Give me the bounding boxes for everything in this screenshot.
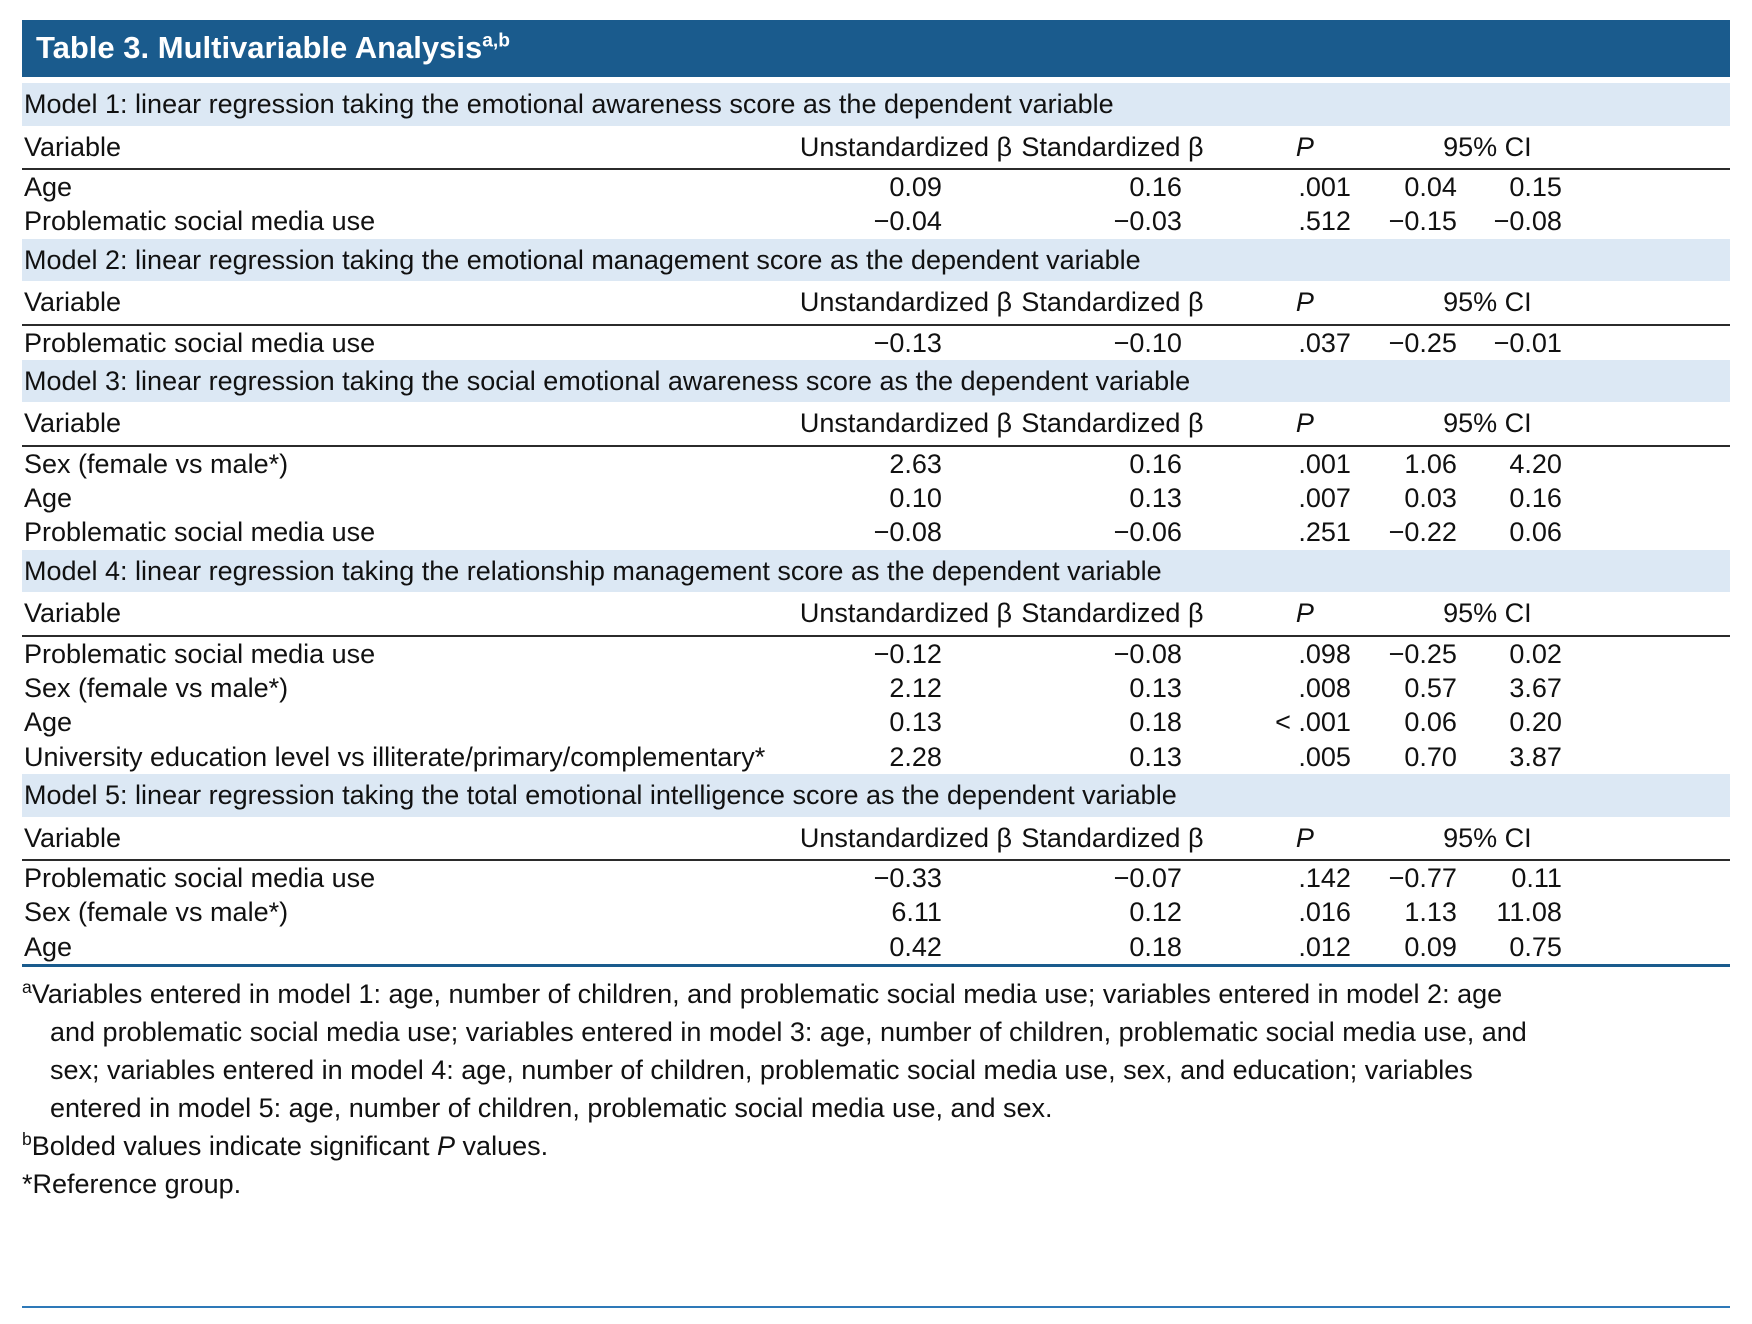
cell-spacer — [1590, 671, 1730, 705]
cell-standardized-beta: −0.10 — [1113, 327, 1182, 358]
footnote-text: P — [437, 1131, 456, 1162]
column-header-row — [22, 817, 1730, 860]
table-body — [22, 83, 1730, 965]
cell-unstandardized-beta: 0.42 — [889, 931, 942, 962]
cell-ci-high: 0.02 — [1509, 638, 1562, 669]
table-title: Table 3. Multivariable Analysis — [36, 30, 483, 65]
model-heading: Model 3: linear regression taking the social emotional awareness score as the dependent variable — [22, 360, 1730, 402]
cell-variable: Problematic social media use — [24, 327, 376, 358]
cell-unstandardized-beta: −0.08 — [873, 517, 942, 548]
column-header-p-value: P — [1225, 126, 1385, 169]
model-heading-row — [22, 83, 1730, 125]
footnote — [22, 1166, 1527, 1204]
cell-variable: Problematic social media use — [24, 638, 376, 669]
cell-unstandardized-beta: 2.63 — [889, 448, 942, 479]
cell-standardized-beta: 0.13 — [1129, 673, 1182, 704]
column-header-standardized-beta: Standardized β — [1000, 126, 1225, 169]
cell-unstandardized-beta: 2.12 — [889, 673, 942, 704]
cell-spacer — [1590, 636, 1730, 671]
table-row — [22, 169, 1730, 204]
cell-unstandardized-beta: 0.13 — [889, 707, 942, 738]
cell-spacer — [1590, 740, 1730, 774]
table-row — [22, 515, 1730, 549]
column-header-variable: Variable — [22, 592, 800, 635]
cell-variable: Problematic social media use — [24, 517, 376, 548]
model-heading-row — [22, 774, 1730, 816]
cell-ci-high: 0.15 — [1509, 171, 1562, 202]
cell-variable: Age — [24, 931, 73, 962]
footnote-marker: b — [22, 1129, 32, 1150]
column-header-standardized-beta: Standardized β — [1000, 817, 1225, 860]
cell-variable: Sex (female vs male*) — [24, 897, 289, 928]
cell-ci-high: 0.11 — [1511, 863, 1562, 893]
table-row — [22, 740, 1730, 774]
footnote — [22, 1127, 1527, 1166]
cell-ci-low: −0.25 — [1388, 327, 1457, 358]
cell-spacer — [1590, 705, 1730, 739]
cell-p-value: .012 — [1298, 931, 1351, 962]
cell-variable: Age — [24, 483, 73, 514]
cell-unstandardized-beta: 2.28 — [889, 741, 942, 772]
table-row — [22, 325, 1730, 360]
cell-spacer — [1590, 446, 1730, 481]
footnote-text: Bolded values indicate significant — [31, 1131, 438, 1162]
cell-variable: Age — [24, 171, 73, 202]
cell-spacer — [1590, 481, 1730, 515]
cell-p-value: < .001 — [1275, 707, 1351, 738]
cell-ci-high: 3.87 — [1509, 741, 1562, 772]
footnote-marker: * — [22, 1169, 33, 1200]
model-heading: Model 4: linear regression taking the relationship management score as the dependent variable — [22, 550, 1730, 592]
column-header-spacer — [1590, 592, 1730, 635]
cell-unstandardized-beta: −0.04 — [873, 206, 942, 237]
column-header-standardized-beta: Standardized β — [1000, 402, 1225, 445]
cell-ci-low: 1.13 — [1404, 897, 1457, 928]
cell-ci-high: 0.16 — [1509, 483, 1562, 514]
cell-ci-high: 0.75 — [1509, 931, 1562, 962]
cell-p-value: .007 — [1298, 483, 1351, 514]
footnote-text: Reference group. — [32, 1169, 242, 1200]
column-header-row — [22, 402, 1730, 445]
cell-p-value: .037 — [1298, 327, 1351, 358]
cell-ci-high: 4.20 — [1509, 448, 1562, 479]
cell-unstandardized-beta: 6.11 — [891, 897, 942, 928]
column-header-p-value: P — [1225, 817, 1385, 860]
table-row — [22, 671, 1730, 705]
cell-ci-low: −0.77 — [1388, 863, 1457, 893]
table-row — [22, 930, 1730, 966]
column-header-95-ci: 95% CI — [1385, 402, 1590, 445]
column-header-row — [22, 126, 1730, 169]
table-row — [22, 705, 1730, 739]
cell-ci-low: 0.03 — [1404, 483, 1457, 514]
cell-unstandardized-beta: −0.12 — [873, 638, 942, 669]
cell-ci-high: 0.20 — [1509, 707, 1562, 738]
cell-standardized-beta: 0.18 — [1129, 931, 1182, 962]
cell-ci-low: −0.25 — [1388, 638, 1457, 669]
cell-p-value: .001 — [1298, 171, 1351, 202]
footnote-marker: a — [22, 977, 32, 998]
cell-unstandardized-beta: −0.13 — [873, 327, 942, 358]
column-header-standardized-beta: Standardized β — [1000, 281, 1225, 324]
cell-spacer — [1590, 515, 1730, 549]
cell-standardized-beta: 0.16 — [1129, 448, 1182, 479]
cell-p-value: .512 — [1298, 206, 1351, 237]
footnote-text: values. — [455, 1131, 549, 1162]
cell-ci-high: 3.67 — [1509, 673, 1562, 704]
cell-ci-low: −0.15 — [1388, 206, 1457, 237]
table-row — [22, 860, 1730, 895]
cell-p-value: .142 — [1298, 863, 1351, 893]
cell-standardized-beta: −0.08 — [1113, 638, 1182, 669]
cell-standardized-beta: 0.13 — [1129, 483, 1182, 514]
table-title-superscript: a,b — [482, 30, 510, 52]
cell-spacer — [1590, 930, 1730, 966]
column-header-row — [22, 592, 1730, 635]
model-heading-row — [22, 239, 1730, 281]
cell-unstandardized-beta: −0.33 — [873, 863, 942, 893]
model-heading-row — [22, 360, 1730, 402]
column-header-p-value: P — [1225, 592, 1385, 635]
column-header-variable: Variable — [22, 126, 800, 169]
table-row — [22, 895, 1730, 929]
column-header-spacer — [1590, 402, 1730, 445]
column-header-95-ci: 95% CI — [1385, 126, 1590, 169]
cell-variable: University education level vs illiterate/primary/complementary* — [24, 741, 766, 772]
column-header-unstandardized-beta: Unstandardized β — [800, 592, 1000, 635]
cell-ci-low: 0.57 — [1404, 673, 1457, 704]
bottom-rule — [22, 1306, 1730, 1308]
footnotes — [22, 975, 1527, 1204]
cell-ci-low: 0.09 — [1404, 931, 1457, 962]
cell-p-value: .251 — [1298, 517, 1351, 548]
cell-ci-high: −0.08 — [1493, 206, 1562, 237]
model-heading: Model 1: linear regression taking the emotional awareness score as the dependent variable — [22, 83, 1730, 125]
cell-standardized-beta: −0.07 — [1113, 863, 1182, 893]
cell-ci-low: 0.70 — [1404, 741, 1457, 772]
cell-variable: Age — [24, 707, 73, 738]
cell-ci-low: −0.22 — [1388, 517, 1457, 548]
column-header-unstandardized-beta: Unstandardized β — [800, 126, 1000, 169]
column-header-95-ci: 95% CI — [1385, 817, 1590, 860]
cell-variable: Sex (female vs male*) — [24, 448, 289, 479]
cell-ci-low: 1.06 — [1404, 448, 1457, 479]
cell-p-value: .005 — [1298, 741, 1351, 772]
footnote-text: Variables entered in model 1: age, number of children, and problematic social media use; variables entered in model 2: age and problematic social media use; variables entered in model 3: age, number of children, problematic social media use, and sex; variables entered in model 4: age, number of children, problematic social media use, sex, and education; variables entered in model 5: age, number of children, problematic social media use, and sex. — [31, 979, 1527, 1123]
cell-spacer — [1590, 169, 1730, 204]
cell-standardized-beta: 0.13 — [1129, 741, 1182, 772]
cell-ci-low: 0.04 — [1404, 171, 1457, 202]
column-header-unstandardized-beta: Unstandardized β — [800, 402, 1000, 445]
cell-standardized-beta: 0.12 — [1129, 897, 1182, 928]
column-header-row — [22, 281, 1730, 324]
column-header-spacer — [1590, 817, 1730, 860]
table-row — [22, 204, 1730, 238]
column-header-variable: Variable — [22, 402, 800, 445]
cell-spacer — [1590, 325, 1730, 360]
cell-standardized-beta: −0.06 — [1113, 517, 1182, 548]
model-heading: Model 2: linear regression taking the emotional management score as the dependent variable — [22, 239, 1730, 281]
table-row — [22, 481, 1730, 515]
column-header-spacer — [1590, 126, 1730, 169]
cell-unstandardized-beta: 0.09 — [889, 171, 942, 202]
table-title-bar — [22, 20, 1730, 77]
cell-standardized-beta: 0.18 — [1129, 707, 1182, 738]
footnote — [22, 975, 1527, 1127]
cell-p-value: .016 — [1298, 897, 1351, 928]
column-header-95-ci: 95% CI — [1385, 281, 1590, 324]
model-heading: Model 5: linear regression taking the total emotional intelligence score as the dependent variable — [22, 774, 1730, 816]
model-heading-row — [22, 550, 1730, 592]
cell-p-value: .008 — [1298, 673, 1351, 704]
cell-p-value: .098 — [1298, 638, 1351, 669]
column-header-95-ci: 95% CI — [1385, 592, 1590, 635]
cell-spacer — [1590, 860, 1730, 895]
cell-standardized-beta: 0.16 — [1129, 171, 1182, 202]
cell-spacer — [1590, 204, 1730, 238]
cell-variable: Problematic social media use — [24, 863, 376, 893]
table-row — [22, 636, 1730, 671]
cell-variable: Problematic social media use — [24, 206, 376, 237]
column-header-variable: Variable — [22, 281, 800, 324]
column-header-p-value: P — [1225, 281, 1385, 324]
cell-unstandardized-beta: 0.10 — [889, 483, 942, 514]
cell-ci-high: 0.06 — [1509, 517, 1562, 548]
cell-variable: Sex (female vs male*) — [24, 673, 289, 704]
cell-ci-high: −0.01 — [1493, 327, 1562, 358]
column-header-variable: Variable — [22, 817, 800, 860]
cell-ci-high: 11.08 — [1496, 897, 1562, 928]
multivariable-analysis-table — [22, 83, 1730, 967]
column-header-p-value: P — [1225, 402, 1385, 445]
table-row — [22, 446, 1730, 481]
cell-ci-low: 0.06 — [1404, 707, 1457, 738]
column-header-unstandardized-beta: Unstandardized β — [800, 817, 1000, 860]
cell-p-value: .001 — [1298, 448, 1351, 479]
column-header-spacer — [1590, 281, 1730, 324]
column-header-unstandardized-beta: Unstandardized β — [800, 281, 1000, 324]
cell-spacer — [1590, 895, 1730, 929]
column-header-standardized-beta: Standardized β — [1000, 592, 1225, 635]
cell-standardized-beta: −0.03 — [1113, 206, 1182, 237]
